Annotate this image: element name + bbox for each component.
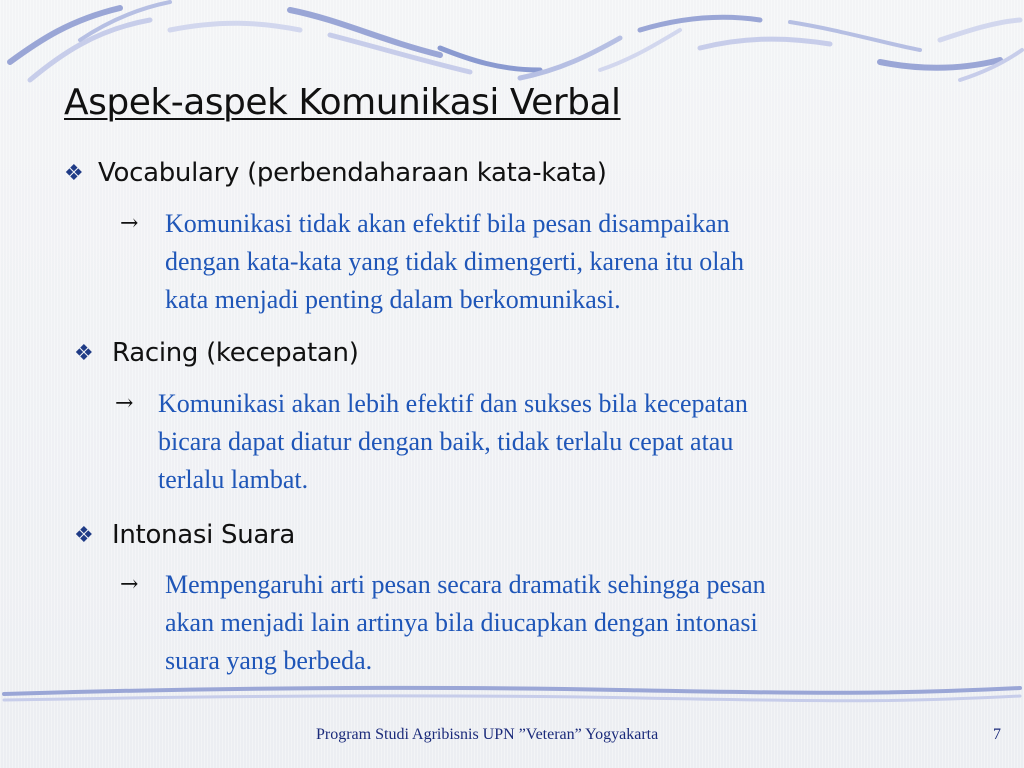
diamond-bullet-icon: ❖ [74, 522, 94, 548]
sub-line: Komunikasi akan lebih efektif dan sukses bila kecepatan [158, 389, 748, 418]
page-number: 7 [993, 726, 1001, 743]
sub-line: akan menjadi lain artinya bila diucapkan dengan intonasi [165, 608, 758, 637]
footer-text: Program Studi Agribisnis UPN ”Veteran” Yogyakarta [316, 726, 659, 743]
sub-line: suara yang berbeda. [165, 646, 373, 675]
sub-line: terlalu lambat. [158, 465, 309, 494]
arrow-bullet-icon: → [120, 572, 139, 597]
bullet-item-racing [74, 338, 359, 368]
top-swirl-decoration [0, 0, 1024, 90]
sub-item-vocabulary [120, 205, 980, 319]
bullet-heading: Vocabulary (perbendaharaan kata-kata) [98, 158, 607, 188]
sub-item-intonasi [120, 566, 1000, 680]
arrow-bullet-icon: → [115, 391, 134, 416]
bullet-item-vocabulary [64, 158, 607, 188]
sub-item-racing [115, 385, 985, 499]
slide-footer [0, 724, 1024, 754]
bullet-heading: Intonasi Suara [112, 520, 296, 550]
sub-line: kata menjadi penting dalam berkomunikasi. [165, 285, 621, 314]
slide-title: Aspek-aspek Komunikasi Verbal [64, 82, 621, 123]
diamond-bullet-icon: ❖ [64, 160, 84, 186]
arrow-bullet-icon: → [120, 211, 139, 236]
bullet-heading: Racing (kecepatan) [112, 338, 359, 368]
sub-line: dengan kata-kata yang tidak dimengerti, karena itu olah [165, 247, 744, 276]
bullet-item-intonasi [74, 520, 295, 550]
bottom-swirl-decoration [0, 680, 1024, 710]
sub-line: bicara dapat diatur dengan baik, tidak terlalu cepat atau [158, 427, 734, 456]
sub-line: Komunikasi tidak akan efektif bila pesan disampaikan [165, 209, 730, 238]
diamond-bullet-icon: ❖ [74, 340, 94, 366]
sub-line: Mempengaruhi arti pesan secara dramatik sehingga pesan [165, 570, 766, 599]
